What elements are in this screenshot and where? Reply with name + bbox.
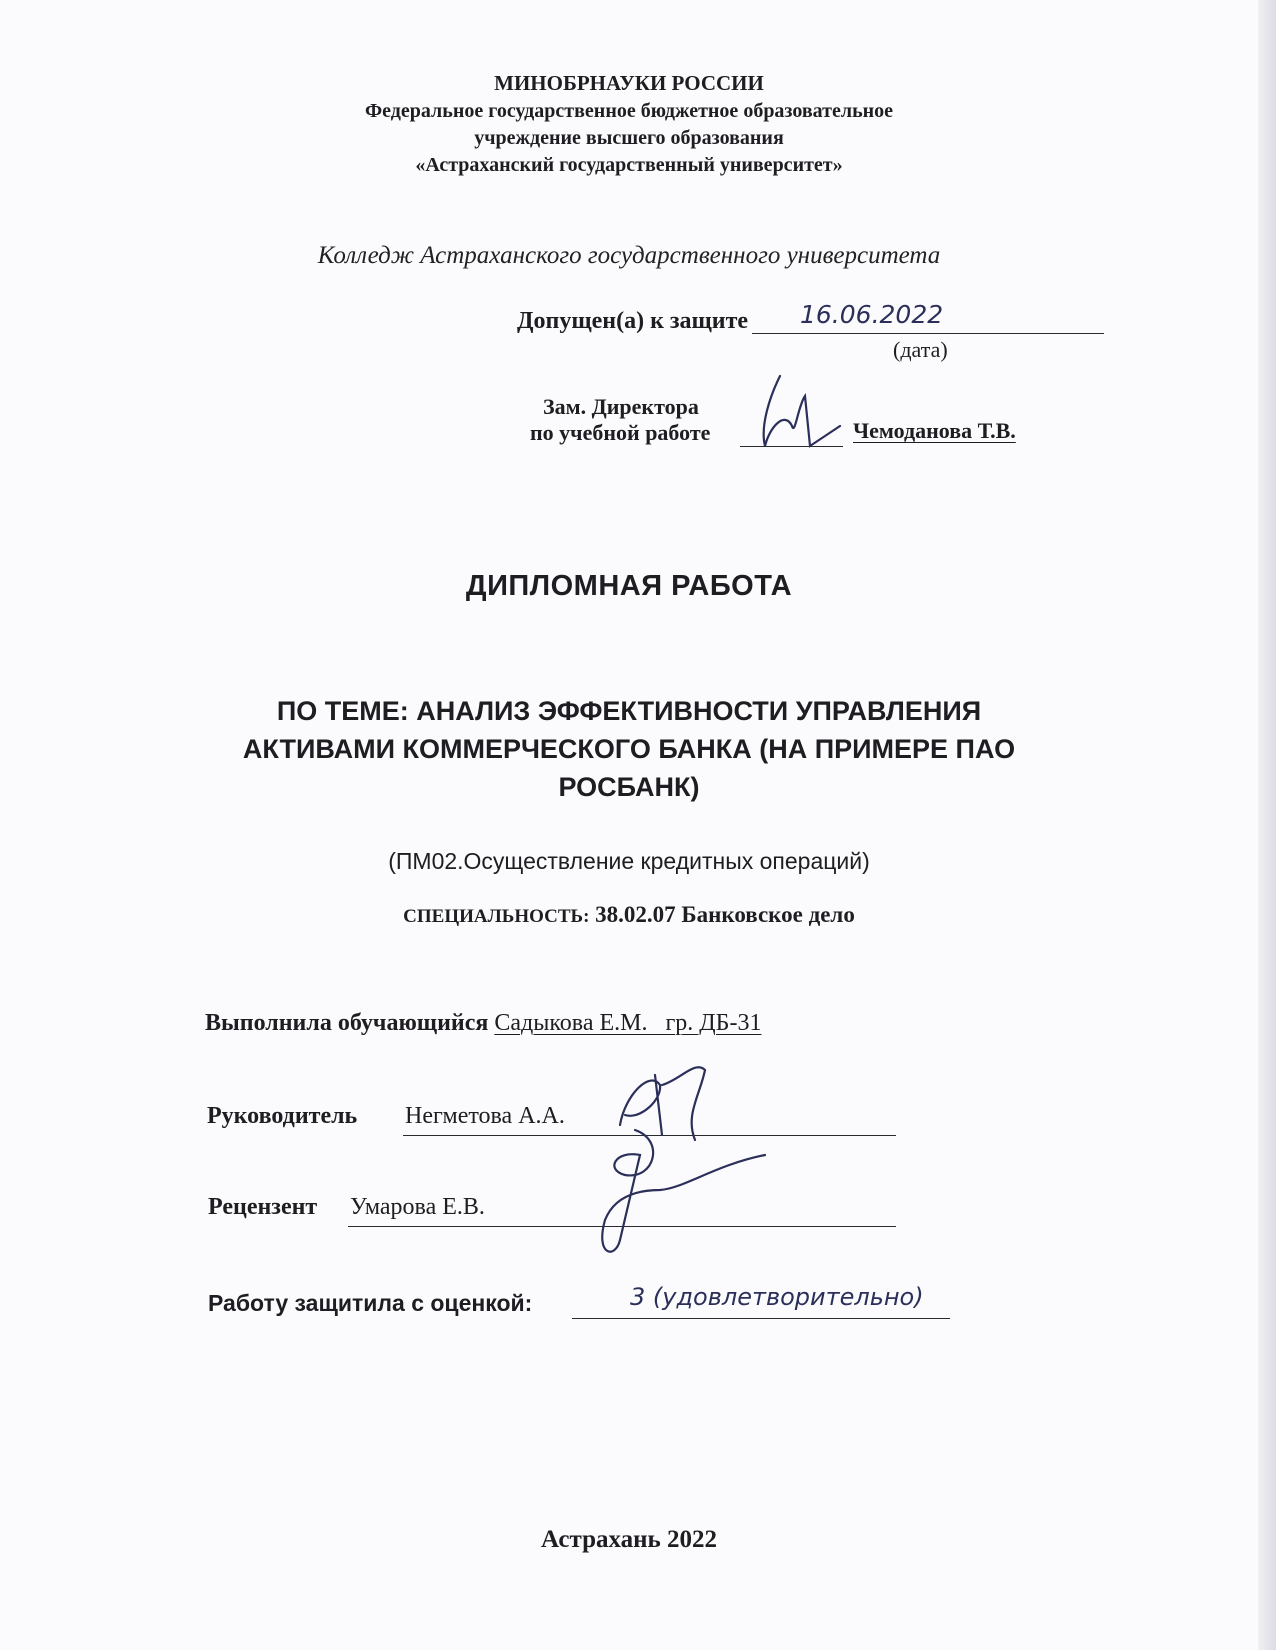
college-name: Колледж Астраханского государственного университета [317,242,941,269]
topic-line-2: АКТИВАМИ КОММЕРЧЕСКОГО БАНКА (НА ПРИМЕРЕ ПАО [242,734,1016,764]
supervisor-value: Негметова А.А. [405,1103,565,1129]
topic-line-3: РОСБАНК) [558,772,700,802]
specialty-row [0,902,1258,928]
admission-date-value: 16.06.2022 [800,300,944,329]
approver-signature [740,366,850,456]
institution-line-1: Федеральное государственное бюджетное образовательное [364,100,894,122]
reviewer-value: Умарова Е.В. [350,1194,485,1220]
grade-line [572,1318,950,1319]
city-year: Астрахань 2022 [540,1526,718,1553]
admission-label: Допущен(а) к защите [517,308,749,334]
topic-line-1: ПО ТЕМЕ: АНАЛИЗ ЭФФЕКТИВНОСТИ УПРАВЛЕНИЯ [276,696,982,726]
grade-value: 3 (удовлетворительно) [630,1283,924,1311]
approver-position-line-2: по учебной работе [530,420,711,445]
date-caption: (дата) [893,337,948,362]
approver-position-line-1: Зам. Директора [543,394,699,419]
approver-name: Чемоданова Т.В. [853,418,1016,443]
admission-date-line [752,333,1104,334]
supervisor-label: Руководитель [207,1103,358,1129]
reviewer-label: Рецензент [208,1194,318,1220]
specialty-value: 38.02.07 Банковское дело [595,902,855,927]
module-name: (ПМ02.Осуществление кредитных операций) [388,848,870,874]
university-name: «Астраханский государственный университет» [415,154,843,176]
student-label: Выполнила обучающийся [205,1010,489,1036]
student-row [205,1010,761,1037]
scan-edge [1258,0,1276,1650]
grade-label: Работу защитила с оценкой: [208,1290,533,1316]
reviewer-signature [545,1120,775,1265]
student-value: Садыкова Е.М. гр. ДБ-31 [494,1010,762,1036]
reviewer-row [208,1194,317,1221]
supervisor-row [207,1103,357,1130]
ministry-name: МИНОБРНАУКИ РОССИИ [494,71,764,95]
specialty-label: СПЕЦИАЛЬНОСТЬ: [403,906,590,927]
institution-line-2: учреждение высшего образования [474,127,784,149]
document-title: ДИПЛОМНАЯ РАБОТА [465,570,793,602]
